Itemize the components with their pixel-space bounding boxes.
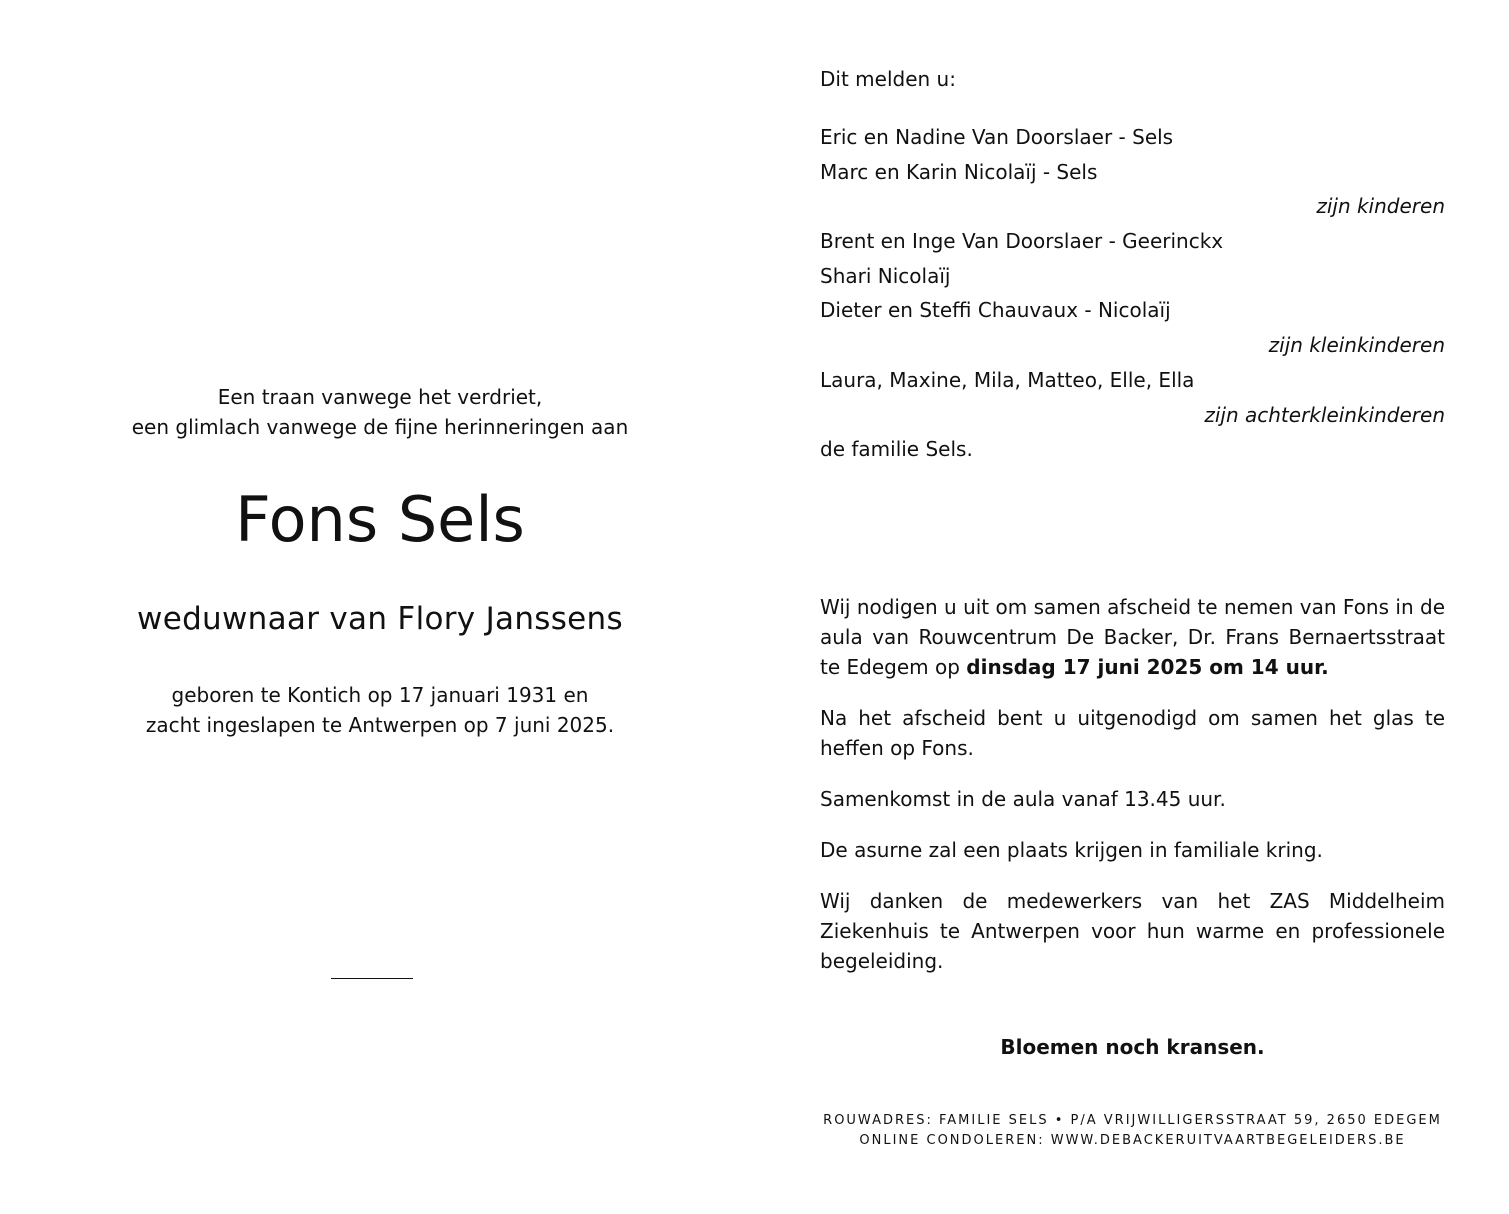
deceased-name: Fons Sels <box>235 483 525 556</box>
invite-date: dinsdag 17 juni 2025 om 14 uur. <box>966 655 1329 679</box>
relation-label: zijn kinderen <box>1316 194 1445 219</box>
family-row: Brent en Inge Van Doorslaer - Geerinckx <box>820 229 1224 254</box>
invite-text: Wij nodigen u uit om samen afscheid te nemen van Fons in de aula van Rouwcentrum De Backer, Dr. Frans Bernaertsstraat te Edegem op <box>820 595 1445 679</box>
footer <box>820 1111 1445 1151</box>
family-row: Dieter en Steffi Chauvaux - Nicolaïj <box>820 298 1171 323</box>
reception-paragraph: Na het afscheid bent u uitgenodigd om samen het glas te heffen op Fons. <box>820 706 1445 760</box>
family-row: Eric en Nadine Van Doorslaer - Sels <box>820 125 1174 149</box>
widower-line: weduwnaar van Flory Janssens <box>137 601 623 637</box>
flowers-note: Bloemen noch kransen. <box>1000 1035 1265 1059</box>
verse-line-1: Een traan vanwege het verdriet, <box>217 385 543 409</box>
relation-label: zijn achterkleinkinderen <box>1204 402 1445 427</box>
divider <box>331 978 413 979</box>
birth-line: geboren te Kontich op 17 januari 1931 en <box>171 683 589 707</box>
verse-line-2: een glimlach vanwege de fijne herinneringen aan <box>131 415 629 439</box>
right-panel <box>820 0 1445 1214</box>
family-list <box>820 122 1445 469</box>
verse <box>60 382 700 442</box>
family-row: de familie Sels. <box>820 437 973 462</box>
gathering-paragraph: Samenkomst in de aula vanaf 13.45 uur. <box>820 787 1226 811</box>
urn-paragraph: De asurne zal een plaats krijgen in familiale kring. <box>820 838 1323 862</box>
announcement-intro: Dit melden u: <box>820 67 956 91</box>
invite-paragraph <box>820 592 1445 682</box>
family-row: Shari Nicolaïj <box>820 263 951 288</box>
online-condolences: ONLINE CONDOLEREN: WWW.DEBACKERUITVAARTBEGELEIDERS.BE <box>859 1133 1406 1148</box>
family-row: Marc en Karin Nicolaïj - Sels <box>820 159 1098 184</box>
relation-label: zijn kleinkinderen <box>1268 333 1445 358</box>
left-panel <box>60 0 700 1214</box>
mourning-address: ROUWADRES: FAMILIE SELS • P/A VRIJWILLIGERSSTRAAT 59, 2650 EDEGEM <box>823 1113 1442 1128</box>
ceremony-info <box>820 592 1445 997</box>
life-dates <box>60 680 700 740</box>
death-line: zacht ingeslapen te Antwerpen op 7 juni 2025. <box>145 713 615 737</box>
family-row: Laura, Maxine, Mila, Matteo, Elle, Ella <box>820 367 1195 392</box>
thanks-paragraph: Wij danken de medewerkers van het ZAS Middelheim Ziekenhuis te Antwerpen voor hun warme en professionele begeleiding. <box>820 889 1445 973</box>
